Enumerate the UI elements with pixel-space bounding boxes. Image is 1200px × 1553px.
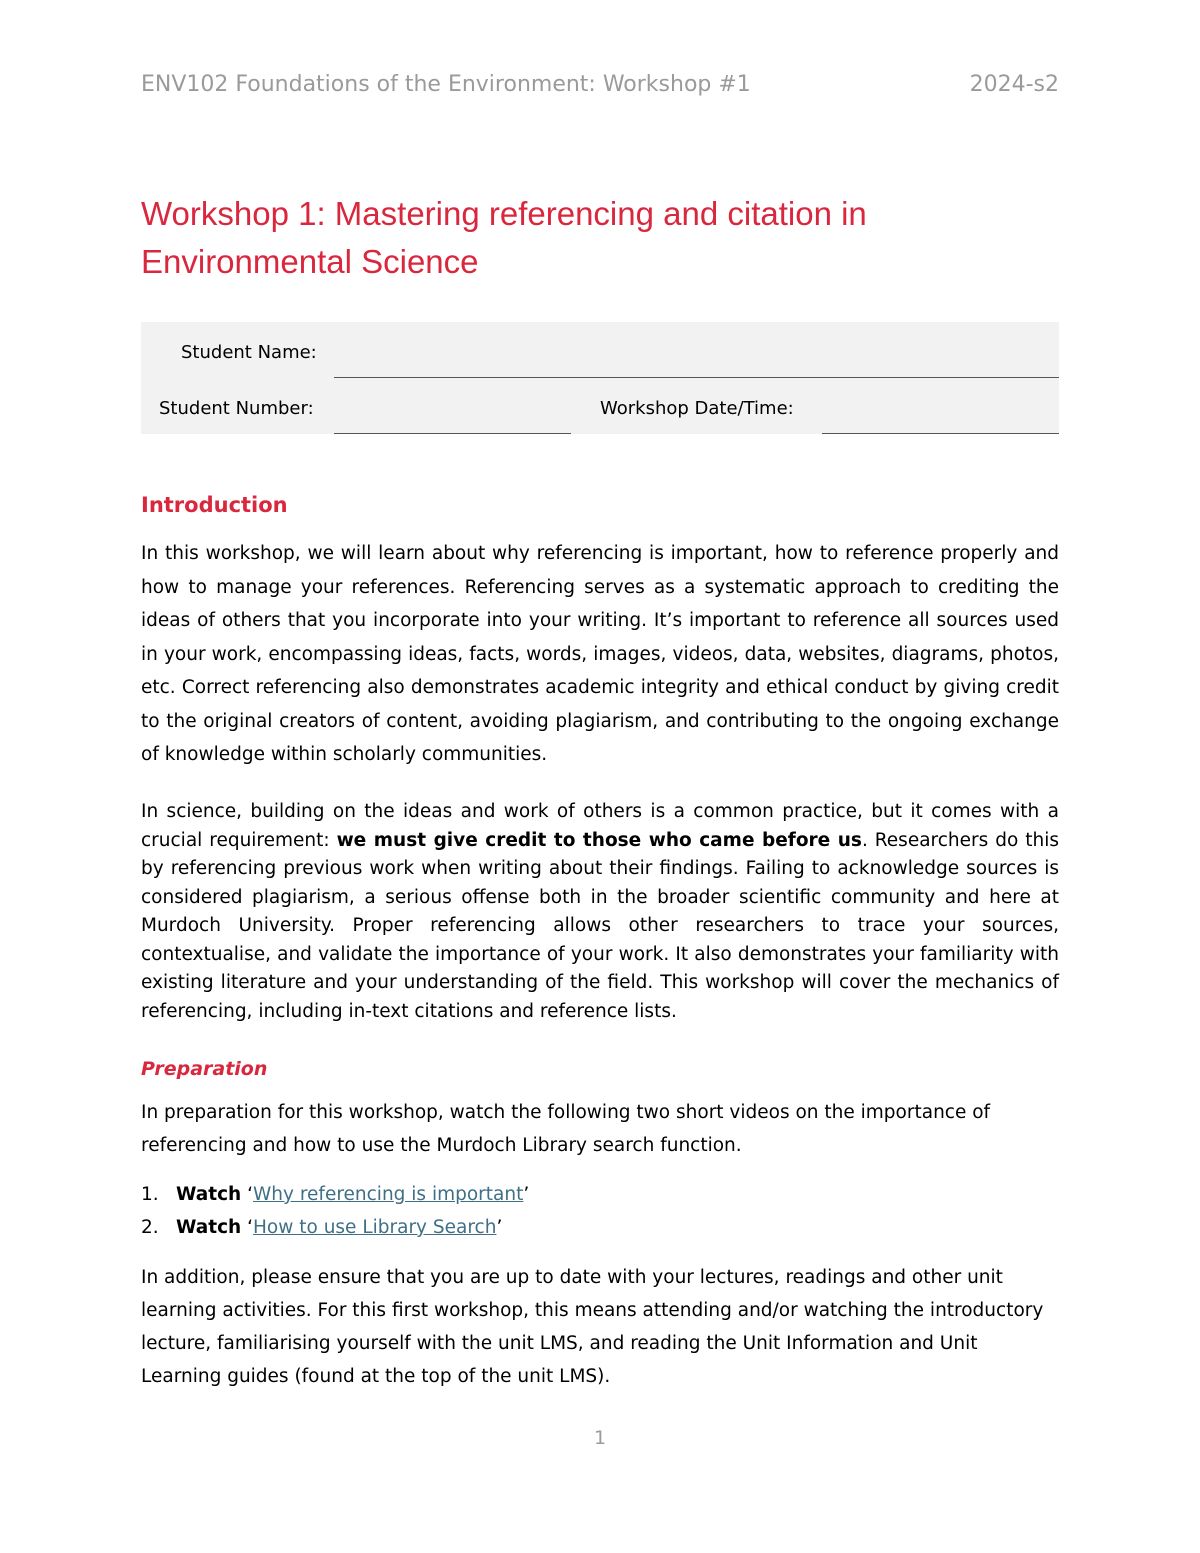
header-term: 2024-s2 xyxy=(969,72,1059,97)
student-number-label: Student Number: xyxy=(159,398,314,419)
header-unit-title: ENV102 Foundations of the Environment: Workshop #1 xyxy=(141,72,751,97)
introduction-paragraph-2 xyxy=(141,798,1059,1026)
introduction-paragraph-1: In this workshop, we will learn about why referencing is important, how to reference properly and how to manage your references. Referencing serves as a systematic approach to crediting the ideas of others that you incorporate into your writing. It’s important to reference all sources used in your work, encompassing ideas, facts, words, images, videos, data, websites, diagrams, photos, etc. Correct referencing also demonstrates academic integrity and ethical conduct by giving credit to the original creators of content, avoiding plagiarism, and contributing to the ongoing exchange of knowledge within scholarly communities. xyxy=(141,543,1059,765)
student-number-field[interactable] xyxy=(334,433,571,434)
para2-bold-text: we must give credit to those who came before us xyxy=(336,829,862,851)
page-title: Workshop 1: Mastering referencing and citation in Environmental Science xyxy=(141,195,867,280)
preparation-intro: In preparation for this workshop, watch the following two short videos on the importance of referencing and how to use the Murdoch Library search function. xyxy=(141,1102,991,1156)
student-name-label: Student Name: xyxy=(181,342,317,363)
open-quote: ‘ xyxy=(247,1184,253,1205)
list-item-number: 2. xyxy=(141,1217,159,1238)
watch-label: Watch xyxy=(176,1184,242,1205)
close-quote: ’ xyxy=(496,1217,503,1238)
preparation-additional: In addition, please ensure that you are up to date with your lectures, readings and other unit learning activities. For this first workshop, this means attending and/or watching the introductory lecture, familiarising yourself with the unit LMS, and reading the Unit Information and Unit Learning guides (found at the top of the unit LMS). xyxy=(141,1267,1044,1387)
page-number: 1 xyxy=(593,1427,607,1449)
list-item-number: 1. xyxy=(141,1184,159,1205)
student-details-box xyxy=(141,322,1059,434)
list-item xyxy=(141,1178,1059,1211)
close-quote: ’ xyxy=(523,1184,530,1205)
student-name-field[interactable] xyxy=(334,377,1059,378)
page-header xyxy=(141,70,1059,99)
why-referencing-link[interactable]: Why referencing is important xyxy=(253,1184,524,1205)
preparation-heading: Preparation xyxy=(141,1058,268,1080)
library-search-link[interactable]: How to use Library Search xyxy=(253,1217,497,1238)
introduction-heading: Introduction xyxy=(141,493,288,517)
list-item xyxy=(141,1211,1059,1244)
video-list xyxy=(141,1178,1059,1244)
workshop-date-field[interactable] xyxy=(822,433,1059,434)
workshop-date-label: Workshop Date/Time: xyxy=(600,398,794,419)
para2-start-text: In science, building on the ideas and work of others is a common practice, but it comes with a crucial requirement: xyxy=(141,801,1059,851)
para2-end-text: . Researchers do this by referencing previous work when writing about their findings. Failing to acknowledge sources is considered plagiarism, a serious offense both in the broader scientific community and here at Murdoch University. Proper referencing allows other researchers to trace your sources, contextualise, and validate the importance of your work. It also demonstrates your familiarity with existing literature and your understanding of the field. This workshop will cover the mechanics of referencing, including in-text citations and reference lists. xyxy=(141,829,1059,1022)
watch-label: Watch xyxy=(176,1217,242,1238)
open-quote: ‘ xyxy=(247,1217,253,1238)
